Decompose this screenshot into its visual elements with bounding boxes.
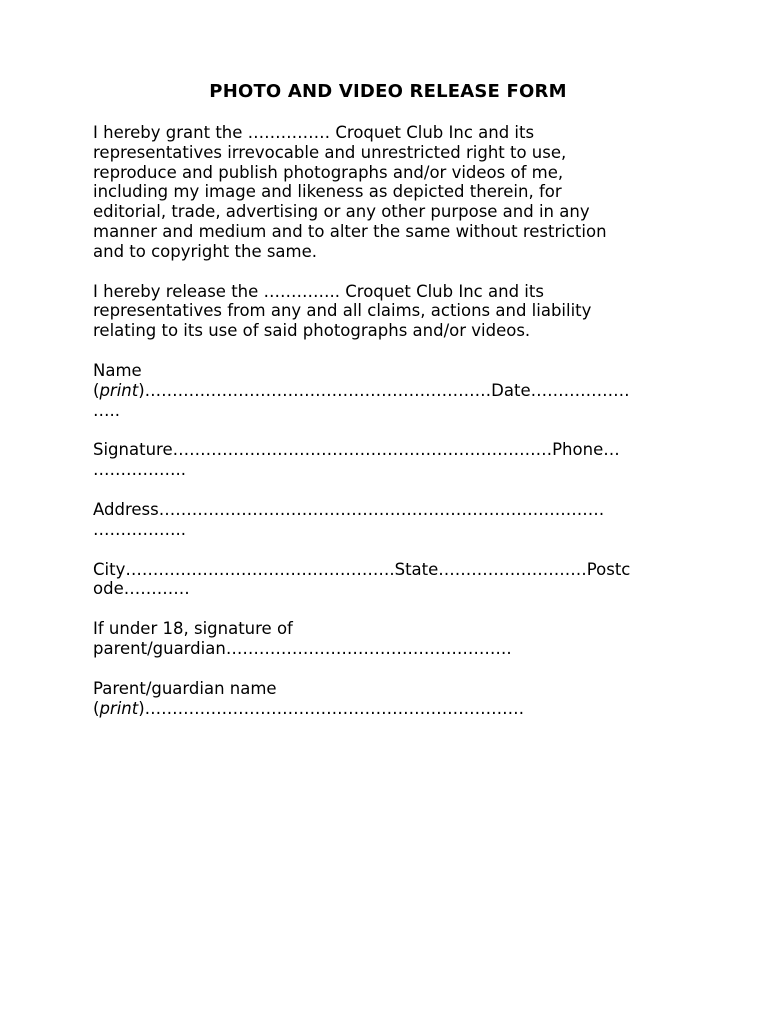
release-paragraph (93, 282, 683, 341)
grant-line: representatives irrevocable and unrestricted right to use, (93, 142, 567, 162)
city-state-line (93, 560, 683, 580)
postcode-line (93, 579, 683, 599)
address-line (93, 500, 683, 520)
guardian-print-close: ) (138, 698, 145, 718)
name-fill-line[interactable]: ……………………………………………………… (144, 380, 492, 400)
grant-line: manner and medium and to alter the same without restriction (93, 221, 607, 241)
phone-fill-line-continued[interactable]: …………….. (93, 460, 186, 480)
address-fill-line[interactable]: ……………………………………………………………………… (158, 499, 605, 519)
date-label: Date (491, 380, 531, 400)
signature-fill-line[interactable]: …………………………………………………………… (172, 440, 553, 460)
grant-line: I hereby grant the …………… Croquet Club Inc and its (93, 123, 535, 142)
signature-line (93, 440, 683, 460)
guardian-print-word: print (99, 698, 139, 718)
name-print-word: print (99, 380, 139, 400)
city-state-postcode-field (93, 560, 683, 600)
city-fill-line[interactable]: …………………………………………. (125, 559, 395, 579)
state-fill-line[interactable]: ……………………… (438, 559, 587, 579)
phone-fill-line[interactable]: … (603, 440, 620, 460)
release-form-page (93, 80, 683, 738)
address-label: Address (93, 499, 159, 519)
postcode-label-part2: ode (93, 579, 124, 599)
grant-paragraph (93, 123, 683, 262)
address-field (93, 500, 683, 540)
release-line: representatives from any and all claims, actions and liability (93, 301, 592, 321)
name-print-line (93, 381, 683, 401)
guardian-print-open: ( (93, 698, 100, 718)
state-label: State (394, 559, 439, 579)
grant-line: editorial, trade, advertising or any other purpose and in any (93, 202, 590, 222)
name-date-field (93, 361, 683, 420)
city-label: City (93, 559, 126, 579)
grant-line: and to copyright the same. (93, 241, 318, 261)
grant-line: reproduce and publish photographs and/or videos of me, (93, 162, 564, 182)
name-print-open: ( (93, 380, 100, 400)
release-line: I hereby release the ………….. Croquet Club Inc and its (93, 281, 544, 301)
name-print-close: ) (138, 380, 145, 400)
guardian-signature-field (93, 619, 683, 659)
guardian-name-fill-line[interactable]: …………………………………………………………… (144, 698, 525, 718)
address-fill-line-continued[interactable]: …………….. (93, 519, 186, 539)
guardian-name-label: Parent/guardian name (93, 678, 277, 698)
guardian-signature-intro: If under 18, signature of (93, 619, 293, 639)
postcode-fill-line[interactable]: ………… (123, 579, 190, 599)
name-label: Name (93, 360, 142, 380)
guardian-name-print-line (93, 699, 683, 719)
guardian-name-field (93, 679, 683, 719)
date-fill-line[interactable]: ……………… (530, 380, 630, 400)
signature-phone-field (93, 440, 683, 480)
release-line: relating to its use of said photographs and/or videos. (93, 321, 531, 341)
signature-label: Signature (93, 440, 173, 460)
grant-line: including my image and likeness as depicted therein, for (93, 182, 562, 202)
guardian-signature-label: parent/guardian (93, 638, 226, 658)
phone-label: Phone (552, 440, 604, 460)
postcode-label-part1: Postc (586, 559, 631, 579)
guardian-signature-fill-line[interactable]: ……………………………………………. (225, 638, 512, 658)
guardian-signature-line (93, 639, 683, 659)
form-title: PHOTO AND VIDEO RELEASE FORM (209, 81, 567, 102)
date-fill-line-continued[interactable]: ….. (93, 400, 120, 420)
